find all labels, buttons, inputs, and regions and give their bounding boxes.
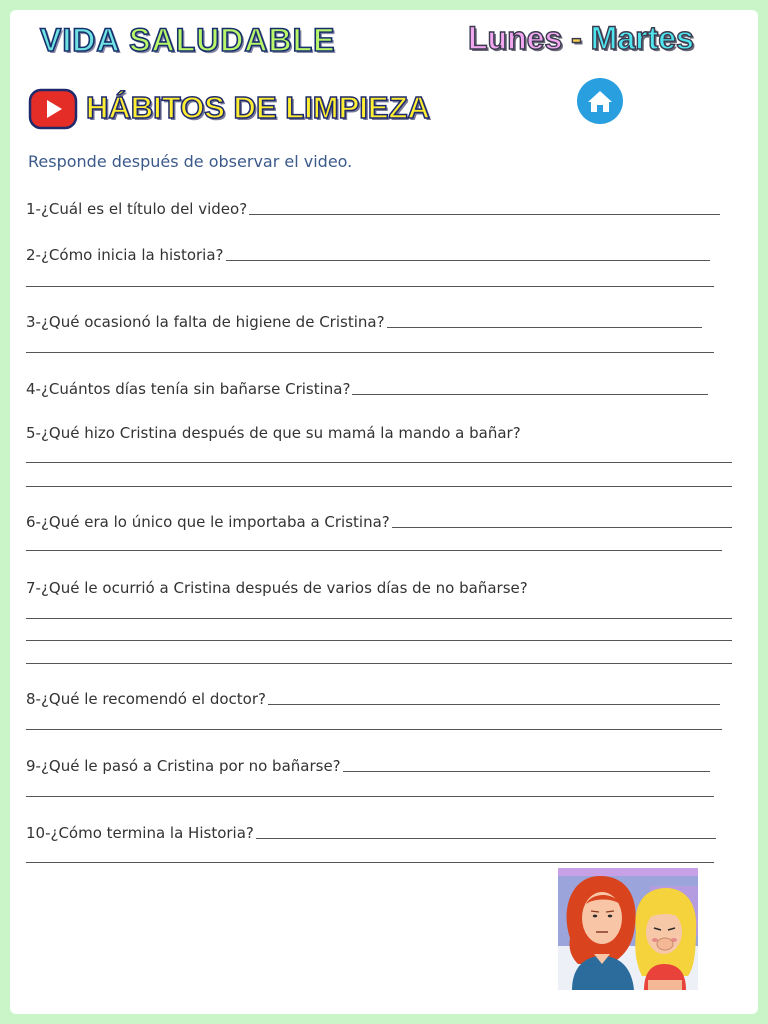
answer-line[interactable] <box>249 213 720 215</box>
question-2 <box>26 246 710 264</box>
question-7 <box>26 579 528 597</box>
question-text: 3-¿Qué ocasionó la falta de higiene de Cristina? <box>26 313 385 331</box>
question-text: 9-¿Qué le pasó a Cristina por no bañarse? <box>26 757 341 775</box>
question-6 <box>26 513 732 531</box>
question-10 <box>26 824 716 842</box>
question-text: 7-¿Qué le ocurrió a Cristina después de varios días de no bañarse? <box>26 579 528 597</box>
day-monday: Lunes <box>468 20 563 56</box>
cartoon-illustration <box>558 868 698 990</box>
instructions-text: Responde después de observar el video. <box>28 152 353 171</box>
days-label <box>468 20 694 57</box>
question-5 <box>26 424 521 442</box>
answer-line[interactable] <box>387 326 702 328</box>
question-text: 4-¿Cuántos días tenía sin bañarse Cristina? <box>26 380 351 398</box>
home-button[interactable] <box>577 78 623 124</box>
answer-line[interactable] <box>26 550 722 551</box>
question-4 <box>26 380 708 398</box>
question-3 <box>26 313 702 331</box>
title-word-saludable: SALUDABLE <box>129 22 336 58</box>
question-text: 5-¿Qué hizo Cristina después de que su mamá la mando a bañar? <box>26 424 521 442</box>
answer-line[interactable] <box>256 837 716 839</box>
question-text: 8-¿Qué le recomendó el doctor? <box>26 690 266 708</box>
page-title <box>40 22 335 59</box>
youtube-play-icon[interactable] <box>28 88 78 130</box>
answer-line[interactable] <box>26 729 722 730</box>
question-1 <box>26 200 720 218</box>
answer-line[interactable] <box>26 462 732 463</box>
answer-line[interactable] <box>26 663 732 664</box>
question-text: 1-¿Cuál es el título del video? <box>26 200 248 218</box>
title-word-vida: VIDA <box>40 22 120 58</box>
day-separator: - <box>562 20 591 56</box>
question-text: 6-¿Qué era lo único que le importaba a Cristina? <box>26 513 390 531</box>
question-8 <box>26 690 720 708</box>
question-9 <box>26 757 710 775</box>
answer-line[interactable] <box>26 640 732 641</box>
answer-line[interactable] <box>343 770 710 772</box>
question-text: 2-¿Cómo inicia la historia? <box>26 246 224 264</box>
answer-line[interactable] <box>26 352 714 353</box>
day-tuesday: Martes <box>590 20 694 56</box>
section-title: HÁBITOS DE LIMPIEZA <box>86 90 430 125</box>
answer-line[interactable] <box>26 796 714 797</box>
answer-line[interactable] <box>268 703 720 705</box>
home-icon <box>587 89 613 113</box>
question-text: 10-¿Cómo termina la Historia? <box>26 824 254 842</box>
answer-line[interactable] <box>26 286 714 287</box>
answer-line[interactable] <box>392 526 732 528</box>
answer-line[interactable] <box>26 486 732 487</box>
answer-line[interactable] <box>26 862 714 863</box>
answer-line[interactable] <box>352 393 708 395</box>
answer-line[interactable] <box>26 618 732 619</box>
answer-line[interactable] <box>226 259 710 261</box>
